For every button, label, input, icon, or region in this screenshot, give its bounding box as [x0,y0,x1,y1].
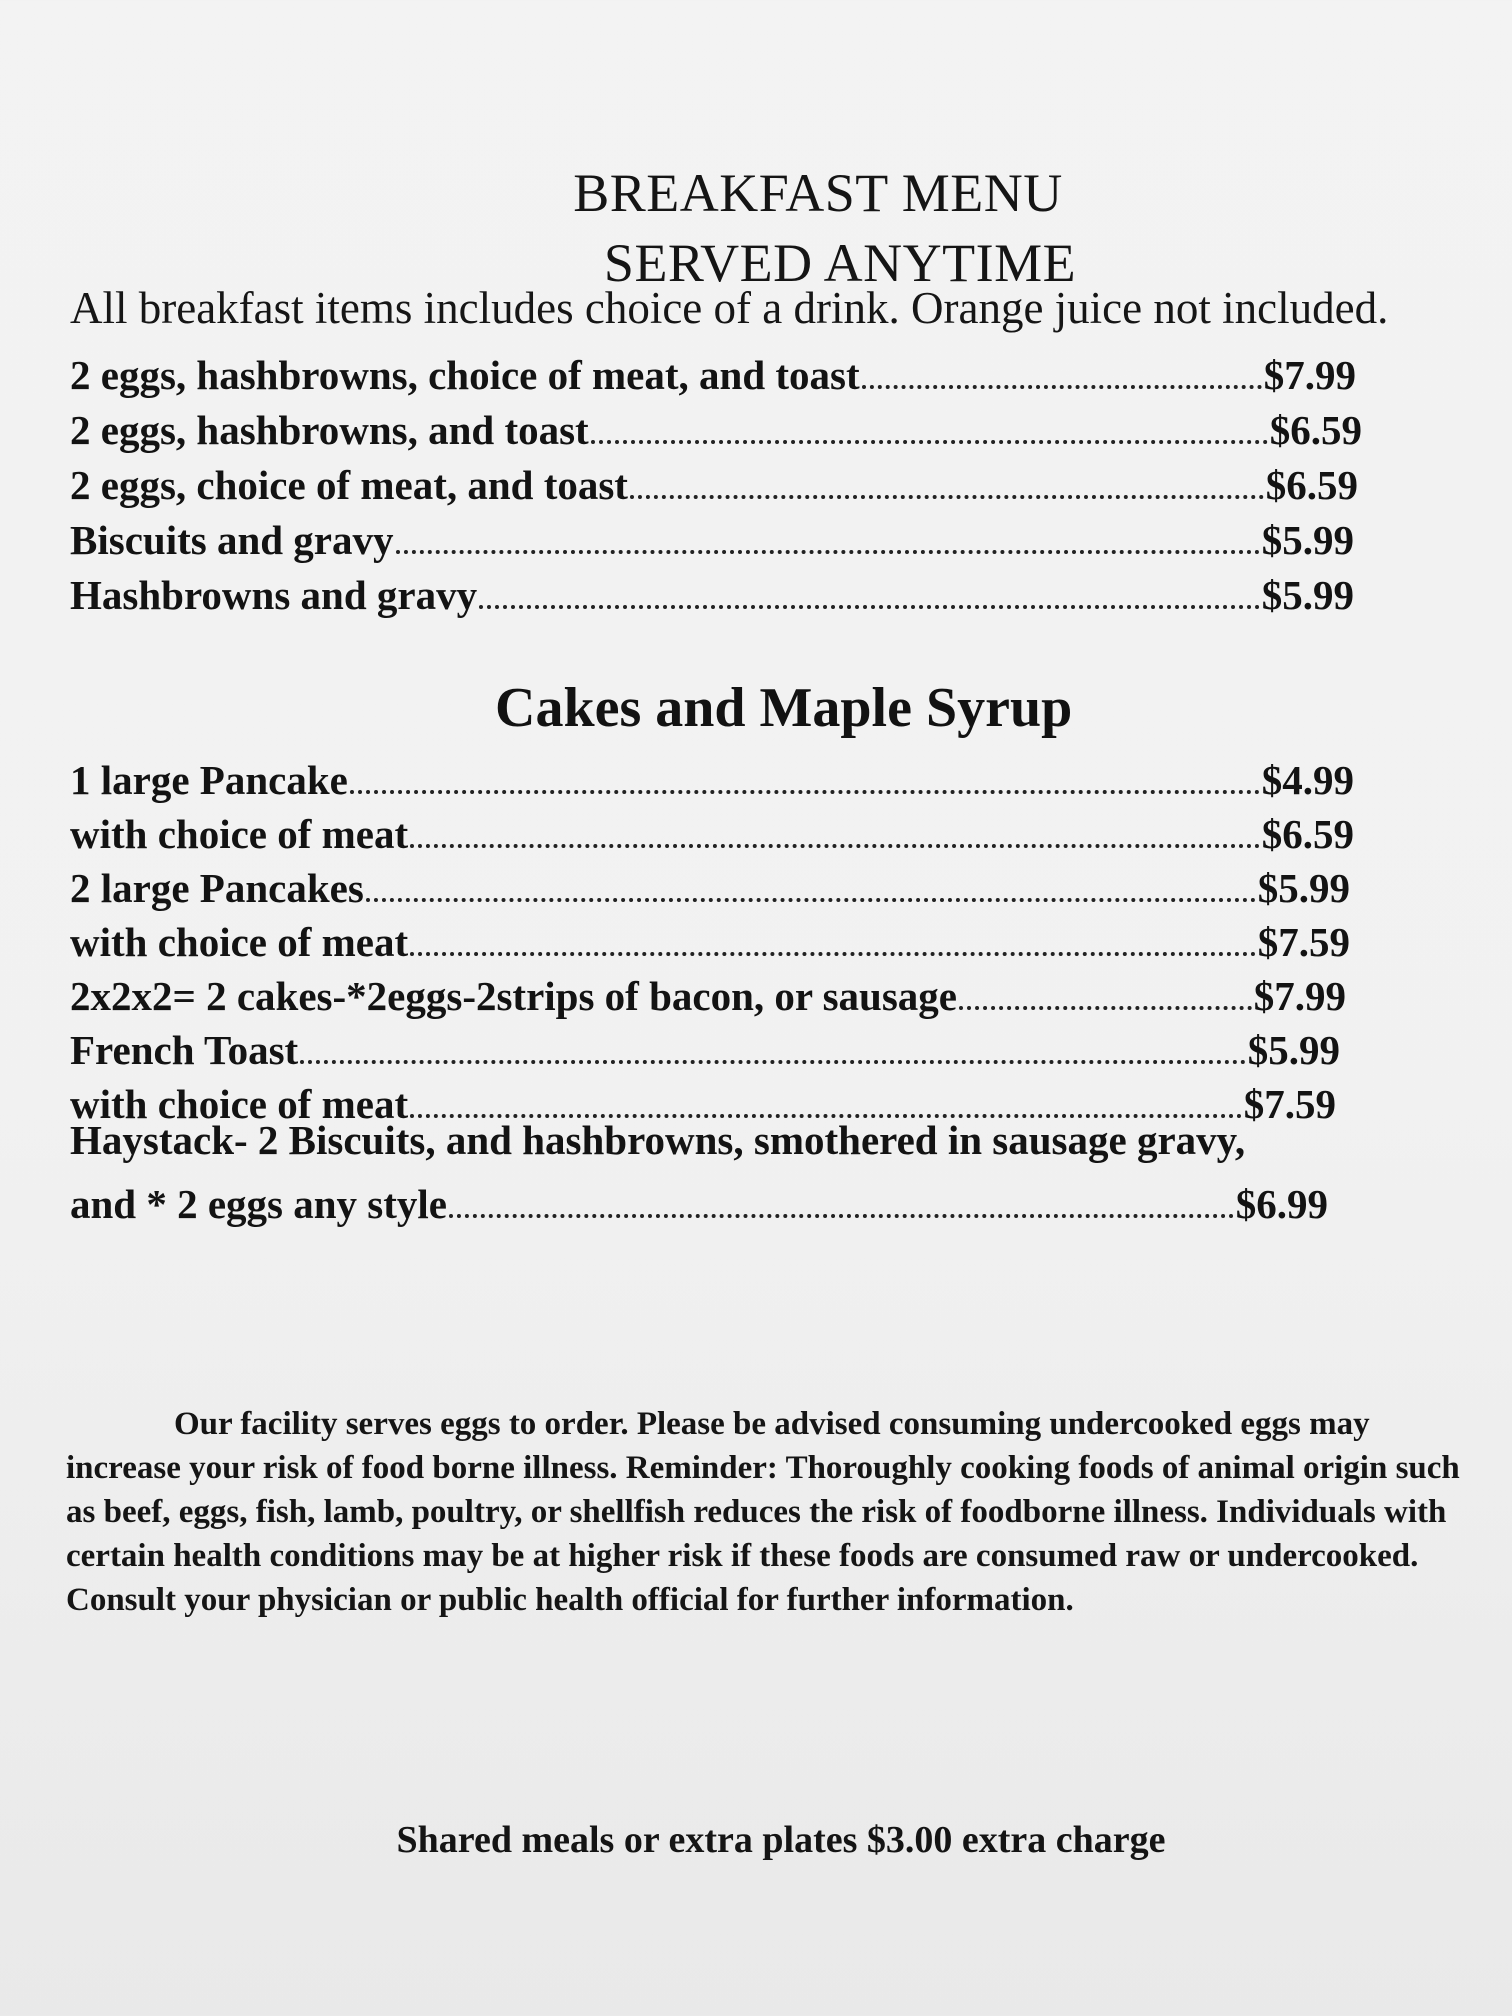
menu-item [70,1174,1328,1228]
menu-item [70,750,1354,804]
dot-leader [396,549,1260,554]
menu-item-price: $7.99 [1253,973,1346,1019]
dot-leader [410,951,1256,956]
haystack-description: Haystack- 2 Biscuits, and hashbrowns, smothered in sausage gravy, [70,1117,1246,1163]
dot-leader [862,384,1262,389]
extra-charge-note: Shared meals or extra plates $3.00 extra charge [396,1819,1166,1861]
menu-item-label: with choice of meat [70,919,409,965]
menu-item-label: Biscuits and gravy [70,517,394,563]
menu-item-label: Hashbrowns and gravy [70,572,478,618]
menu-item-price: $5.99 [1257,865,1350,911]
menu-item [70,455,1358,509]
dot-leader [630,494,1264,499]
menu-item [70,510,1354,564]
menu-item [70,400,1362,454]
menu-item-label: 2x2x2= 2 cakes-*2eggs-2strips of bacon, or sausage [70,973,958,1019]
menu-item-price: $6.59 [1265,462,1358,508]
menu-item-label: and * 2 eggs any style [70,1181,448,1227]
dot-leader [300,1059,1246,1064]
intro-text: All breakfast items includes choice of a drink. Orange juice not included. [70,283,1389,333]
menu-item [70,804,1354,858]
dot-leader [366,897,1256,902]
menu-item-price: $7.59 [1257,919,1350,965]
menu-item-label: 1 large Pancake [70,757,348,803]
menu-item-price: $4.99 [1261,757,1354,803]
menu-item-label: 2 eggs, hashbrowns, choice of meat, and toast [70,352,860,398]
health-notice: Our facility serves eggs to order. Please be advised consuming undercooked eggs may increase your risk of food borne illness. Reminder: Thoroughly cooking foods of animal origin such as beef, eggs, fish, lamb, poultry, or shellfish reduces the risk of foodborne illness. Individuals with certain health conditions may be at higher risk if these foods are consumed raw or undercooked. Consult your physician or public health official for further information. [66,1406,1460,1618]
menu-item [70,912,1350,966]
dot-leader [959,1005,1252,1010]
menu-item-label: with choice of meat [70,1081,409,1127]
menu-item-price: $5.99 [1261,517,1354,563]
menu-item-price: $5.99 [1247,1027,1340,1073]
dot-leader [591,439,1268,444]
dot-leader [479,604,1260,609]
menu-subtitle: SERVED ANYTIME [603,233,1077,293]
menu-item-price: $6.99 [1235,1181,1328,1227]
menu-item [70,966,1346,1020]
menu-item-label: 2 large Pancakes [70,865,364,911]
menu-item [70,858,1350,912]
menu-item-price: $6.59 [1269,407,1362,453]
dot-leader [410,843,1260,848]
menu-item-label: with choice of meat [70,811,409,857]
menu-item-price: $7.99 [1263,352,1356,398]
menu-item [70,345,1356,399]
menu-item-price: $7.59 [1243,1081,1336,1127]
menu-item-label: 2 eggs, choice of meat, and toast [70,462,628,508]
section-heading: Cakes and Maple Syrup [495,677,1073,739]
menu-item-label: 2 eggs, hashbrowns, and toast [70,407,589,453]
dot-leader [350,789,1260,794]
menu-title: BREAKFAST MENU [573,163,1063,223]
menu-item-label: French Toast [70,1027,299,1073]
menu-item [70,1020,1340,1074]
menu-item [70,565,1354,619]
dot-leader [449,1213,1234,1218]
menu-item-price: $6.59 [1261,811,1354,857]
menu-item-price: $5.99 [1261,572,1354,618]
